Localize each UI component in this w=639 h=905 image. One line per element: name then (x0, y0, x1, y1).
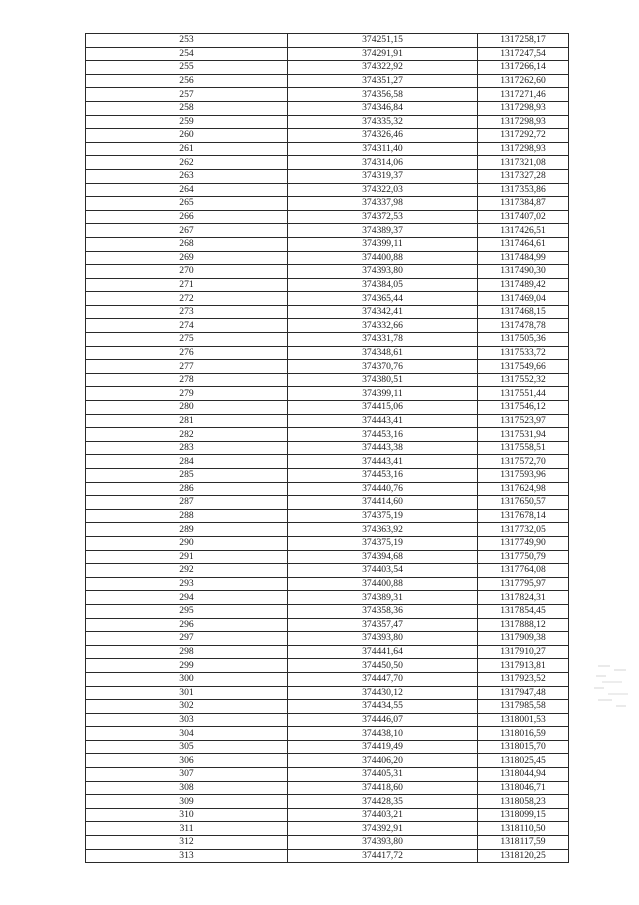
table-row (86, 469, 569, 483)
y-coordinate-cell: 1317888,12 (478, 618, 569, 632)
table-row (86, 482, 569, 496)
point-number-cell: 311 (86, 822, 288, 836)
x-coordinate-cell: 374417,72 (288, 849, 478, 863)
point-number-cell: 285 (86, 469, 288, 483)
point-number-cell: 293 (86, 577, 288, 591)
table-row (86, 142, 569, 156)
point-number-cell: 298 (86, 645, 288, 659)
x-coordinate-cell: 374392,91 (288, 822, 478, 836)
point-number-cell: 277 (86, 360, 288, 374)
y-coordinate-cell: 1317298,93 (478, 142, 569, 156)
x-coordinate-cell: 374384,05 (288, 278, 478, 292)
y-coordinate-cell: 1317327,28 (478, 169, 569, 183)
y-coordinate-cell: 1317384,87 (478, 197, 569, 211)
point-number-cell: 283 (86, 441, 288, 455)
x-coordinate-cell: 374348,61 (288, 346, 478, 360)
point-number-cell: 255 (86, 61, 288, 75)
y-coordinate-cell: 1318099,15 (478, 808, 569, 822)
y-coordinate-cell: 1317593,96 (478, 469, 569, 483)
table-row (86, 319, 569, 333)
point-number-cell: 258 (86, 101, 288, 115)
point-number-cell: 286 (86, 482, 288, 496)
point-number-cell: 313 (86, 849, 288, 863)
x-coordinate-cell: 374403,54 (288, 564, 478, 578)
table-row (86, 224, 569, 238)
table-row (86, 672, 569, 686)
coordinates-table-body (86, 34, 569, 863)
x-coordinate-cell: 374351,27 (288, 74, 478, 88)
x-coordinate-cell: 374335,32 (288, 115, 478, 129)
point-number-cell: 273 (86, 305, 288, 319)
point-number-cell: 265 (86, 197, 288, 211)
x-coordinate-cell: 374332,66 (288, 319, 478, 333)
x-coordinate-cell: 374405,31 (288, 768, 478, 782)
y-coordinate-cell: 1317749,90 (478, 536, 569, 550)
point-number-cell: 300 (86, 672, 288, 686)
x-coordinate-cell: 374357,47 (288, 618, 478, 632)
point-number-cell: 256 (86, 74, 288, 88)
x-coordinate-cell: 374453,16 (288, 428, 478, 442)
x-coordinate-cell: 374380,51 (288, 373, 478, 387)
point-number-cell: 260 (86, 129, 288, 143)
x-coordinate-cell: 374311,40 (288, 142, 478, 156)
y-coordinate-cell: 1317985,58 (478, 700, 569, 714)
y-coordinate-cell: 1318058,23 (478, 795, 569, 809)
scan-artifact-marks (592, 660, 632, 720)
y-coordinate-cell: 1317490,30 (478, 265, 569, 279)
point-number-cell: 270 (86, 265, 288, 279)
x-coordinate-cell: 374346,84 (288, 101, 478, 115)
point-number-cell: 290 (86, 536, 288, 550)
table-row (86, 509, 569, 523)
point-number-cell: 295 (86, 604, 288, 618)
table-row (86, 523, 569, 537)
y-coordinate-cell: 1317624,98 (478, 482, 569, 496)
y-coordinate-cell: 1317549,66 (478, 360, 569, 374)
point-number-cell: 263 (86, 169, 288, 183)
y-coordinate-cell: 1317292,72 (478, 129, 569, 143)
table-row (86, 441, 569, 455)
x-coordinate-cell: 374363,92 (288, 523, 478, 537)
x-coordinate-cell: 374370,76 (288, 360, 478, 374)
table-row (86, 591, 569, 605)
table-row (86, 47, 569, 61)
point-number-cell: 303 (86, 713, 288, 727)
x-coordinate-cell: 374443,41 (288, 455, 478, 469)
table-row (86, 645, 569, 659)
table-row (86, 346, 569, 360)
x-coordinate-cell: 374291,91 (288, 47, 478, 61)
point-number-cell: 261 (86, 142, 288, 156)
x-coordinate-cell: 374394,68 (288, 550, 478, 564)
x-coordinate-cell: 374322,03 (288, 183, 478, 197)
x-coordinate-cell: 374356,58 (288, 88, 478, 102)
y-coordinate-cell: 1317795,97 (478, 577, 569, 591)
y-coordinate-cell: 1317484,99 (478, 251, 569, 265)
point-number-cell: 284 (86, 455, 288, 469)
point-number-cell: 275 (86, 333, 288, 347)
point-number-cell: 274 (86, 319, 288, 333)
y-coordinate-cell: 1317489,42 (478, 278, 569, 292)
table-row (86, 401, 569, 415)
table-row (86, 713, 569, 727)
point-number-cell: 309 (86, 795, 288, 809)
y-coordinate-cell: 1318001,53 (478, 713, 569, 727)
y-coordinate-cell: 1317321,08 (478, 156, 569, 170)
table-row (86, 251, 569, 265)
y-coordinate-cell: 1317572,70 (478, 455, 569, 469)
x-coordinate-cell: 374331,78 (288, 333, 478, 347)
x-coordinate-cell: 374400,88 (288, 251, 478, 265)
x-coordinate-cell: 374365,44 (288, 292, 478, 306)
y-coordinate-cell: 1317426,51 (478, 224, 569, 238)
table-row (86, 768, 569, 782)
y-coordinate-cell: 1318044,94 (478, 768, 569, 782)
table-row (86, 604, 569, 618)
x-coordinate-cell: 374389,31 (288, 591, 478, 605)
point-number-cell: 294 (86, 591, 288, 605)
x-coordinate-cell: 374393,80 (288, 265, 478, 279)
table-row (86, 496, 569, 510)
table-row (86, 34, 569, 48)
point-number-cell: 292 (86, 564, 288, 578)
point-number-cell: 253 (86, 34, 288, 48)
x-coordinate-cell: 374393,80 (288, 632, 478, 646)
x-coordinate-cell: 374399,11 (288, 387, 478, 401)
point-number-cell: 276 (86, 346, 288, 360)
point-number-cell: 267 (86, 224, 288, 238)
point-number-cell: 297 (86, 632, 288, 646)
table-row (86, 781, 569, 795)
table-row (86, 129, 569, 143)
table-row (86, 88, 569, 102)
table-row (86, 849, 569, 863)
x-coordinate-cell: 374438,10 (288, 727, 478, 741)
y-coordinate-cell: 1317298,93 (478, 101, 569, 115)
y-coordinate-cell: 1317678,14 (478, 509, 569, 523)
table-row (86, 727, 569, 741)
y-coordinate-cell: 1318016,59 (478, 727, 569, 741)
table-row (86, 836, 569, 850)
point-number-cell: 307 (86, 768, 288, 782)
y-coordinate-cell: 1317271,46 (478, 88, 569, 102)
x-coordinate-cell: 374375,19 (288, 536, 478, 550)
y-coordinate-cell: 1318015,70 (478, 740, 569, 754)
table-row (86, 61, 569, 75)
x-coordinate-cell: 374415,06 (288, 401, 478, 415)
point-number-cell: 278 (86, 373, 288, 387)
table-row (86, 428, 569, 442)
x-coordinate-cell: 374446,07 (288, 713, 478, 727)
point-number-cell: 301 (86, 686, 288, 700)
point-number-cell: 302 (86, 700, 288, 714)
y-coordinate-cell: 1317854,45 (478, 604, 569, 618)
x-coordinate-cell: 374326,46 (288, 129, 478, 143)
y-coordinate-cell: 1317258,17 (478, 34, 569, 48)
y-coordinate-cell: 1317247,54 (478, 47, 569, 61)
x-coordinate-cell: 374358,36 (288, 604, 478, 618)
coordinates-table (85, 33, 569, 863)
table-row (86, 237, 569, 251)
x-coordinate-cell: 374434,55 (288, 700, 478, 714)
table-row (86, 115, 569, 129)
y-coordinate-cell: 1317266,14 (478, 61, 569, 75)
y-coordinate-cell: 1317558,51 (478, 441, 569, 455)
table-row (86, 183, 569, 197)
point-number-cell: 291 (86, 550, 288, 564)
point-number-cell: 296 (86, 618, 288, 632)
y-coordinate-cell: 1317478,78 (478, 319, 569, 333)
y-coordinate-cell: 1317824,31 (478, 591, 569, 605)
table-row (86, 292, 569, 306)
y-coordinate-cell: 1317407,02 (478, 210, 569, 224)
x-coordinate-cell: 374414,60 (288, 496, 478, 510)
table-row (86, 795, 569, 809)
table-row (86, 455, 569, 469)
y-coordinate-cell: 1317551,44 (478, 387, 569, 401)
y-coordinate-cell: 1318117,59 (478, 836, 569, 850)
point-number-cell: 287 (86, 496, 288, 510)
x-coordinate-cell: 374403,21 (288, 808, 478, 822)
x-coordinate-cell: 374314,06 (288, 156, 478, 170)
table-row (86, 577, 569, 591)
y-coordinate-cell: 1317764,08 (478, 564, 569, 578)
y-coordinate-cell: 1317533,72 (478, 346, 569, 360)
table-row (86, 822, 569, 836)
table-row (86, 305, 569, 319)
x-coordinate-cell: 374319,37 (288, 169, 478, 183)
point-number-cell: 299 (86, 659, 288, 673)
x-coordinate-cell: 374337,98 (288, 197, 478, 211)
y-coordinate-cell: 1317750,79 (478, 550, 569, 564)
table-row (86, 414, 569, 428)
table-row (86, 564, 569, 578)
point-number-cell: 312 (86, 836, 288, 850)
point-number-cell: 264 (86, 183, 288, 197)
table-row (86, 101, 569, 115)
x-coordinate-cell: 374322,92 (288, 61, 478, 75)
x-coordinate-cell: 374443,41 (288, 414, 478, 428)
y-coordinate-cell: 1317298,93 (478, 115, 569, 129)
x-coordinate-cell: 374440,76 (288, 482, 478, 496)
point-number-cell: 269 (86, 251, 288, 265)
table-row (86, 632, 569, 646)
x-coordinate-cell: 374447,70 (288, 672, 478, 686)
table-row (86, 659, 569, 673)
x-coordinate-cell: 374443,38 (288, 441, 478, 455)
point-number-cell: 306 (86, 754, 288, 768)
table-row (86, 156, 569, 170)
x-coordinate-cell: 374428,35 (288, 795, 478, 809)
table-row (86, 360, 569, 374)
y-coordinate-cell: 1317262,60 (478, 74, 569, 88)
x-coordinate-cell: 374441,64 (288, 645, 478, 659)
table-row (86, 333, 569, 347)
point-number-cell: 288 (86, 509, 288, 523)
point-number-cell: 305 (86, 740, 288, 754)
y-coordinate-cell: 1317469,04 (478, 292, 569, 306)
x-coordinate-cell: 374251,15 (288, 34, 478, 48)
y-coordinate-cell: 1317732,05 (478, 523, 569, 537)
point-number-cell: 308 (86, 781, 288, 795)
point-number-cell: 289 (86, 523, 288, 537)
table-row (86, 740, 569, 754)
point-number-cell: 279 (86, 387, 288, 401)
y-coordinate-cell: 1317650,57 (478, 496, 569, 510)
x-coordinate-cell: 374450,50 (288, 659, 478, 673)
point-number-cell: 282 (86, 428, 288, 442)
table-row (86, 74, 569, 88)
table-row (86, 550, 569, 564)
y-coordinate-cell: 1317909,38 (478, 632, 569, 646)
y-coordinate-cell: 1317910,27 (478, 645, 569, 659)
x-coordinate-cell: 374393,80 (288, 836, 478, 850)
table-row (86, 169, 569, 183)
table-row (86, 373, 569, 387)
table-row (86, 265, 569, 279)
table-row (86, 387, 569, 401)
table-row (86, 197, 569, 211)
y-coordinate-cell: 1317913,81 (478, 659, 569, 673)
y-coordinate-cell: 1317947,48 (478, 686, 569, 700)
point-number-cell: 268 (86, 237, 288, 251)
y-coordinate-cell: 1317546,12 (478, 401, 569, 415)
point-number-cell: 271 (86, 278, 288, 292)
point-number-cell: 272 (86, 292, 288, 306)
x-coordinate-cell: 374419,49 (288, 740, 478, 754)
y-coordinate-cell: 1317923,52 (478, 672, 569, 686)
x-coordinate-cell: 374418,60 (288, 781, 478, 795)
point-number-cell: 280 (86, 401, 288, 415)
table-row (86, 700, 569, 714)
point-number-cell: 304 (86, 727, 288, 741)
y-coordinate-cell: 1317505,36 (478, 333, 569, 347)
table-row (86, 808, 569, 822)
y-coordinate-cell: 1317552,32 (478, 373, 569, 387)
point-number-cell: 262 (86, 156, 288, 170)
table-row (86, 210, 569, 224)
point-number-cell: 310 (86, 808, 288, 822)
x-coordinate-cell: 374399,11 (288, 237, 478, 251)
table-row (86, 618, 569, 632)
y-coordinate-cell: 1318046,71 (478, 781, 569, 795)
point-number-cell: 259 (86, 115, 288, 129)
y-coordinate-cell: 1317353,86 (478, 183, 569, 197)
x-coordinate-cell: 374453,16 (288, 469, 478, 483)
x-coordinate-cell: 374406,20 (288, 754, 478, 768)
y-coordinate-cell: 1318120,25 (478, 849, 569, 863)
y-coordinate-cell: 1317468,15 (478, 305, 569, 319)
point-number-cell: 257 (86, 88, 288, 102)
y-coordinate-cell: 1317464,61 (478, 237, 569, 251)
table-row (86, 536, 569, 550)
point-number-cell: 266 (86, 210, 288, 224)
point-number-cell: 254 (86, 47, 288, 61)
x-coordinate-cell: 374375,19 (288, 509, 478, 523)
table-row (86, 686, 569, 700)
y-coordinate-cell: 1318025,45 (478, 754, 569, 768)
y-coordinate-cell: 1318110,50 (478, 822, 569, 836)
x-coordinate-cell: 374342,41 (288, 305, 478, 319)
table-row (86, 278, 569, 292)
x-coordinate-cell: 374372,53 (288, 210, 478, 224)
x-coordinate-cell: 374400,88 (288, 577, 478, 591)
y-coordinate-cell: 1317523,97 (478, 414, 569, 428)
point-number-cell: 281 (86, 414, 288, 428)
table-row (86, 754, 569, 768)
x-coordinate-cell: 374389,37 (288, 224, 478, 238)
y-coordinate-cell: 1317531,94 (478, 428, 569, 442)
x-coordinate-cell: 374430,12 (288, 686, 478, 700)
